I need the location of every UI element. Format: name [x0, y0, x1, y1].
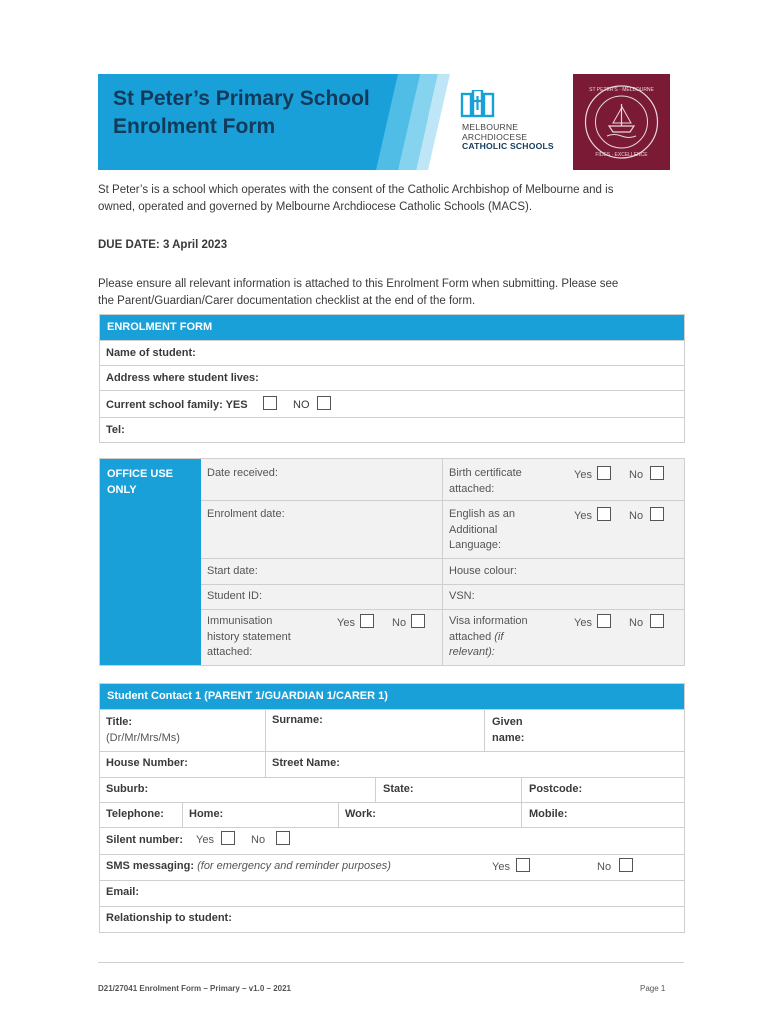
visa-yes-checkbox[interactable]	[597, 614, 611, 628]
surname-field[interactable]: Surname:	[272, 714, 323, 726]
student-id-label: Student ID:	[207, 590, 263, 602]
row-divider	[100, 802, 684, 803]
due-date: DUE DATE: 3 April 2023	[98, 239, 228, 251]
row-divider	[201, 584, 684, 585]
eal-yes-label: Yes	[574, 510, 592, 522]
column-divider	[521, 777, 522, 802]
work-phone-field[interactable]: Work:	[345, 808, 376, 820]
postcode-field[interactable]: Postcode:	[529, 783, 583, 795]
svg-text:ST PETER'S · MELBOURNE: ST PETER'S · MELBOURNE	[589, 87, 654, 93]
enrolment-date-label: Enrolment date:	[207, 508, 285, 520]
intro-paragraph: St Peter’s is a school which operates with the consent of the Catholic Archbishop of Melbourne and is owned, operated and governed by Melbourne Archdiocese Catholic Schools (MACS).	[98, 184, 614, 213]
immunisation-no-label: No	[392, 617, 407, 629]
document-reference: D21/27041 Enrolment Form – Primary – v1.0 – 2021	[98, 984, 291, 993]
home-phone-field[interactable]: Home:	[189, 808, 224, 820]
column-divider	[442, 459, 443, 665]
birth-no-label: No	[629, 469, 644, 481]
silent-no-checkbox[interactable]	[276, 831, 290, 845]
student-contact-table	[99, 683, 685, 933]
eal-no-label: No	[629, 510, 644, 522]
enrolment-form-table	[99, 314, 685, 443]
column-divider	[265, 709, 266, 751]
enrolment-form-heading: ENROLMENT FORM	[100, 315, 684, 340]
telephone-label: Telephone:	[106, 808, 164, 820]
immunisation-yes-checkbox[interactable]	[360, 614, 374, 628]
immunisation-no-checkbox[interactable]	[411, 614, 425, 628]
tel-field[interactable]: Tel:	[100, 417, 684, 442]
silent-no-label: No	[251, 834, 266, 846]
vsn-label: VSN:	[449, 590, 475, 602]
row-divider	[100, 880, 684, 881]
birth-yes-checkbox[interactable]	[597, 466, 611, 480]
header-banner	[98, 74, 670, 170]
sms-label: SMS messaging: (for emergency and reminder purposes)	[106, 860, 391, 872]
row-divider	[201, 609, 684, 610]
sms-no-label: No	[597, 861, 612, 873]
column-divider	[484, 709, 485, 751]
macs-wordmark: MELBOURNE ARCHDIOCESE CATHOLIC SCHOOLS	[462, 122, 554, 151]
row-divider	[100, 709, 684, 710]
eal-no-checkbox[interactable]	[650, 507, 664, 521]
suburb-field[interactable]: Suburb:	[106, 783, 149, 795]
sms-yes-checkbox[interactable]	[516, 858, 530, 872]
sms-yes-label: Yes	[492, 861, 510, 873]
sms-no-checkbox[interactable]	[619, 858, 633, 872]
student-contact-heading: Student Contact 1 (PARENT 1/GUARDIAN 1/CARER 1)	[100, 684, 684, 709]
student-address-field[interactable]: Address where student lives:	[100, 365, 684, 391]
column-divider	[338, 802, 339, 827]
row-divider	[100, 827, 684, 828]
state-field[interactable]: State:	[383, 783, 414, 795]
relationship-field[interactable]: Relationship to student:	[106, 912, 232, 924]
column-divider	[182, 802, 183, 827]
house-number-field[interactable]: House Number:	[106, 757, 188, 769]
visa-no-label: No	[629, 617, 644, 629]
visa-label: Visa information attached (if relevant):	[449, 615, 528, 658]
immunisation-yes-label: Yes	[337, 617, 355, 629]
title-field[interactable]: Title: (Dr/Mr/Mrs/Ms)	[106, 716, 180, 744]
footer-rule	[98, 962, 684, 963]
crest-icon	[573, 74, 670, 170]
visa-no-checkbox[interactable]	[650, 614, 664, 628]
visa-yes-label: Yes	[574, 617, 592, 629]
eal-yes-checkbox[interactable]	[597, 507, 611, 521]
eal-label: English as an Additional Language:	[449, 508, 516, 551]
birth-yes-label: Yes	[574, 469, 592, 481]
column-divider	[375, 777, 376, 802]
start-date-label: Start date:	[207, 565, 258, 577]
current-family-row: Current school family: YES NO	[100, 390, 684, 418]
submission-note: Please ensure all relevant information is attached to this Enrolment Form when submitting. Please see the Parent/Guardian/Carer documentation checklist at the end of the form.	[98, 278, 619, 307]
office-use-table	[99, 458, 685, 666]
silent-yes-checkbox[interactable]	[221, 831, 235, 845]
house-colour-label: House colour:	[449, 565, 517, 577]
given-name-field[interactable]: Given name:	[492, 716, 525, 744]
page-title: St Peter’s Primary School Enrolment Form	[113, 87, 370, 138]
mobile-field[interactable]: Mobile:	[529, 808, 568, 820]
row-divider	[100, 854, 684, 855]
svg-text:FIDES · EXCELLENCE: FIDES · EXCELLENCE	[595, 152, 648, 158]
office-use-heading: OFFICE USE ONLY	[100, 459, 201, 665]
row-divider	[201, 558, 684, 559]
immunisation-label: Immunisation history statement attached:	[207, 615, 291, 658]
silent-number-label: Silent number:	[106, 834, 184, 846]
birth-certificate-label: Birth certificate attached:	[449, 467, 522, 495]
student-name-field[interactable]: Name of student:	[100, 340, 684, 366]
page-number: Page 1	[640, 984, 666, 993]
row-divider	[100, 777, 684, 778]
row-divider	[100, 906, 684, 907]
school-crest	[573, 74, 670, 170]
street-name-field[interactable]: Street Name:	[272, 757, 340, 769]
row-divider	[100, 751, 684, 752]
email-field[interactable]: Email:	[106, 886, 140, 898]
date-received-label: Date received:	[207, 467, 278, 479]
column-divider	[521, 802, 522, 827]
current-family-yes-checkbox[interactable]	[263, 396, 277, 410]
column-divider	[265, 751, 266, 777]
birth-no-checkbox[interactable]	[650, 466, 664, 480]
current-family-no-checkbox[interactable]	[317, 396, 331, 410]
row-divider	[201, 500, 684, 501]
silent-yes-label: Yes	[196, 834, 214, 846]
